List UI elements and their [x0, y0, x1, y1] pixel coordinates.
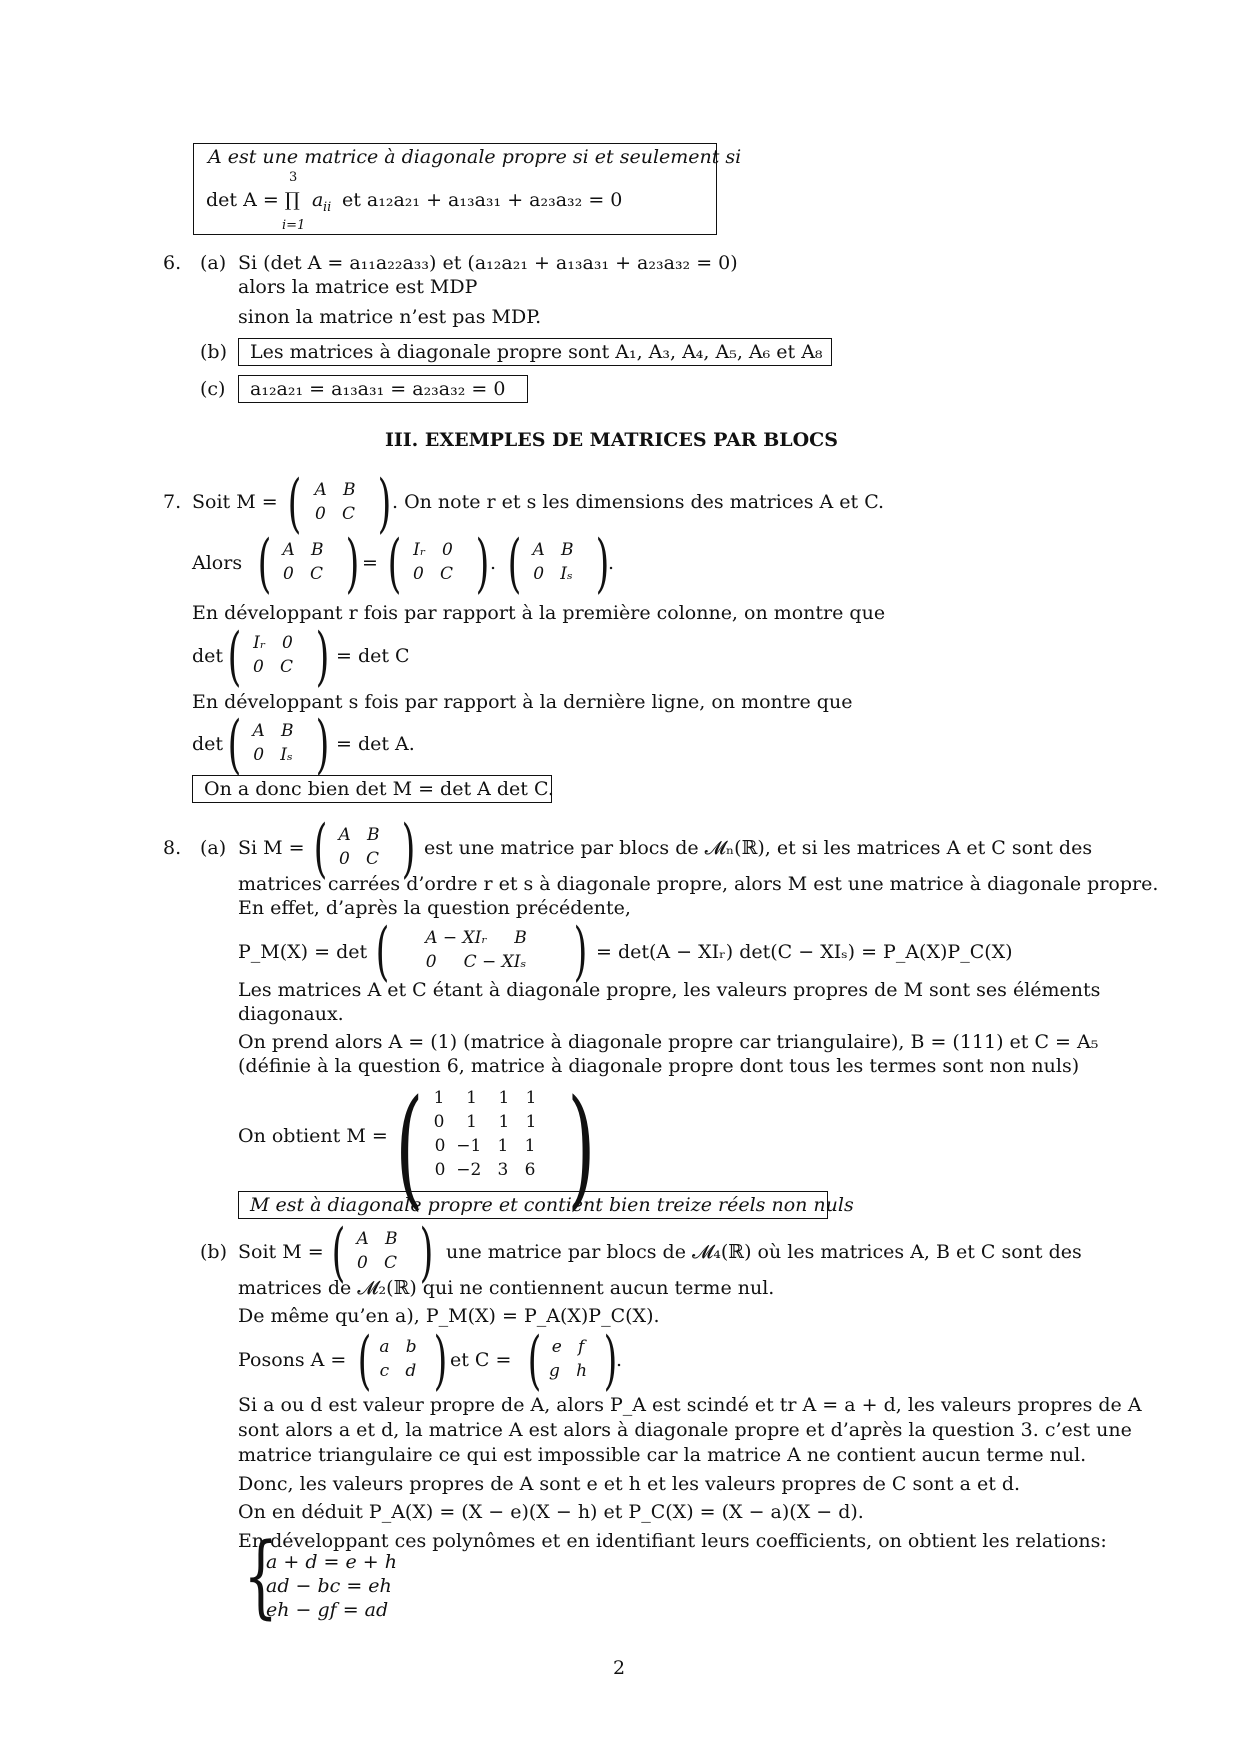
q7-alors-m1-row2: 0 C [282, 564, 324, 584]
paren-left: ( [357, 1324, 372, 1398]
q7-alors-m1-row1: A B [282, 540, 324, 560]
q8-pm: P_M(X) = det [238, 941, 368, 963]
paren-right: ) [595, 527, 610, 601]
q8-mC-row2: g h [548, 1361, 588, 1381]
q8-pm-rhs: = det(A − XIᵣ) det(C − XIₛ) = P_A(X)P_C(X) [596, 941, 1013, 963]
prod-top: 3 [289, 170, 298, 185]
q7-alors-m3-row2: 0 Iₛ [533, 564, 573, 584]
paren-right: ) [573, 915, 588, 989]
paren-left: ( [227, 708, 242, 782]
q8-b-line6: matrice triangulaire ce qui est impossible car la matrice A ne contient aucun terme nul. [238, 1444, 1087, 1466]
q7-det2-row1: A B [252, 721, 294, 741]
q7-det2-label: det [192, 733, 224, 755]
q8-matrix4-row3: 0 −1 1 1 [434, 1136, 536, 1156]
paren-left: ( [375, 915, 390, 989]
q8-b-line9: En développant ces polynômes et en identifiant leurs coefficients, on obtient les relations: [238, 1530, 1107, 1552]
q8-b-line3: De même qu’en a), P_M(X) = P_A(X)P_C(X). [238, 1305, 660, 1327]
dot-sign: . [490, 552, 497, 574]
q8-a-si: Si M = [238, 837, 305, 859]
sys-eq3: eh − gf = ad [266, 1599, 389, 1621]
q8-b-label: (b) [200, 1241, 227, 1263]
q8-etC: et C = [450, 1349, 512, 1371]
q8-mA-row1: a b [379, 1337, 417, 1357]
q6-b-label: (b) [200, 341, 227, 363]
period: . [608, 552, 615, 574]
q8-a-line5: diagonaux. [238, 1003, 344, 1025]
q8-b-line2: matrices de 𝓜₂(ℝ) qui ne contiennent aucun terme nul. [238, 1277, 775, 1299]
q8-b-line1: une matrice par blocs de 𝓜₄(ℝ) où les matrices A, B et C sont des [446, 1241, 1082, 1263]
q8-matrix4-row2: 0 1 1 1 [433, 1112, 537, 1132]
paren-right: ) [475, 527, 490, 601]
paren-right: ) [377, 467, 392, 541]
paren-left: ( [313, 812, 328, 886]
paren-right: ) [603, 1324, 618, 1398]
q8-pm-row1: A − XIᵣ B [425, 928, 527, 948]
q8-a-line6: On prend alors A = (1) (matrice à diagonale propre car triangulaire), B = (111) et C = A₅ [238, 1031, 1099, 1053]
q8-number: 8. [163, 837, 182, 859]
q6-a-label: (a) [200, 252, 227, 274]
paren-left: ( [227, 620, 242, 694]
page-number: 2 [613, 1657, 626, 1679]
box1-line2b: a [312, 189, 324, 211]
paren-left: ( [395, 1071, 424, 1223]
q8-a-line3: En effet, d’après la question précédente, [238, 897, 631, 919]
q8-b-line8: On en déduit P_A(X) = (X − e)(X − h) et P_C(X) = (X − a)(X − d). [238, 1501, 864, 1523]
q7-det1-row1: Iᵣ 0 [253, 633, 293, 653]
q7-alors-m2-row2: 0 C [412, 564, 454, 584]
q8-a-box-text: M est à diagonale propre et contient bien treize réels non nuls [250, 1194, 854, 1216]
period: . [616, 1349, 623, 1371]
q7-dev2: En développant s fois par rapport à la dernière ligne, on montre que [192, 691, 853, 713]
q7-det1-row2: 0 C [252, 657, 294, 677]
q7-m-row2: 0 C [314, 504, 356, 524]
q7-alors-m3-row1: A B [532, 540, 574, 560]
q8-a-line2: matrices carrées d’ordre r et s à diagonale propre, alors M est une matrice à diagonale propre. [238, 873, 1159, 895]
q6-a-line2: alors la matrice est MDP [238, 276, 478, 298]
q8-a-m-row2: 0 C [338, 849, 380, 869]
q7-det1-label: det [192, 645, 224, 667]
q8-b-line5: sont alors a et d, la matrice A est alors à diagonale propre et d’après la question 3. c’est une [238, 1419, 1132, 1441]
system-brace: { [243, 1524, 278, 1629]
paren-left: ( [287, 467, 302, 541]
paren-right: ) [567, 1071, 596, 1223]
q8-a-label: (a) [200, 837, 227, 859]
q6-a-line1: Si (det A = a₁₁a₂₂a₃₃) et (a₁₂a₂₁ + a₁₃a₃₁ + a₂₃a₃₂ = 0) [238, 252, 738, 274]
prod-bottom: i=1 [282, 218, 306, 233]
q8-a-line7: (définie à la question 6, matrice à diagonale propre dont tous les termes sont non nuls) [238, 1055, 1080, 1077]
q7-alors-m2-row1: Iᵣ 0 [413, 540, 453, 560]
paren-right: ) [433, 1324, 448, 1398]
paren-right: ) [315, 620, 330, 694]
section-title: III. EXEMPLES DE MATRICES PAR BLOCS [385, 429, 839, 451]
q8-b-m-row2: 0 C [356, 1253, 398, 1273]
q8-b-m-row1: A B [356, 1229, 398, 1249]
q7-eq-detA: = det A. [336, 733, 415, 755]
paren-left: ( [387, 527, 402, 601]
q8-b-line7: Donc, les valeurs propres de A sont e et h et les valeurs propres de C sont a et d. [238, 1473, 1021, 1495]
box1-line2d: et a₁₂a₂₁ + a₁₃a₃₁ + a₂₃a₃₂ = 0 [342, 189, 623, 211]
q8-mC-row1: e f [551, 1337, 585, 1357]
q6-c-text: a₁₂a₂₁ = a₁₃a₃₁ = a₂₃a₃₂ = 0 [250, 378, 506, 400]
q8-b-soit: Soit M = [238, 1241, 324, 1263]
q7-dev1: En développant r fois par rapport à la première colonne, on montre que [192, 602, 886, 624]
sys-eq1: a + d = e + h [266, 1551, 397, 1573]
q6-b-text: Les matrices à diagonale propre sont A₁, A₃, A₄, A₅, A₆ et A₈ [250, 341, 823, 363]
q8-on-obtient: On obtient M = [238, 1125, 388, 1147]
q8-a-line4: Les matrices A et C étant à diagonale propre, les valeurs propres de M sont ses éléments [238, 979, 1101, 1001]
q8-matrix4-row1: 1 1 1 1 [433, 1088, 537, 1108]
paren-right: ) [345, 527, 360, 601]
q6-number: 6. [163, 252, 182, 274]
q7-m-row1: A B [314, 480, 356, 500]
q7-intro-b: . On note r et s les dimensions des matrices A et C. [392, 491, 885, 513]
q8-posons: Posons A = [238, 1349, 347, 1371]
paren-right: ) [315, 708, 330, 782]
eq-sign: = [362, 552, 378, 574]
paren-right: ) [419, 1216, 434, 1290]
q7-det2-row2: 0 Iₛ [253, 745, 293, 765]
q7-number: 7. [163, 491, 182, 513]
paren-left: ( [331, 1216, 346, 1290]
paren-left: ( [527, 1324, 542, 1398]
q7-intro-a: Soit M = [192, 491, 278, 513]
q8-mA-row2: c d [379, 1361, 417, 1381]
box1-line2c: ii [323, 200, 332, 215]
paren-left: ( [507, 527, 522, 601]
q8-pm-row2: 0 C − XIₛ [425, 952, 527, 972]
paren-left: ( [257, 527, 272, 601]
paren-right: ) [401, 812, 416, 886]
q8-a-line1: est une matrice par blocs de 𝓜ₙ(ℝ), et si les matrices A et C sont des [424, 837, 1093, 859]
box1-line1: A est une matrice à diagonale propre si et seulement si [208, 146, 742, 168]
q6-a-line3: sinon la matrice n’est pas MDP. [238, 306, 542, 328]
sys-eq2: ad − bc = eh [266, 1575, 392, 1597]
q8-b-line4: Si a ou d est valeur propre de A, alors P_A est scindé et tr A = a + d, les valeurs propres de A [238, 1394, 1142, 1416]
q7-eq-detC: = det C [336, 645, 410, 667]
q7-alors: Alors [192, 552, 243, 574]
q6-c-label: (c) [200, 378, 226, 400]
q8-matrix4-row4: 0 −2 3 6 [434, 1160, 536, 1180]
box1-line2a: det A = ∏ [206, 189, 300, 211]
q7-conclusion: On a donc bien det M = det A det C. [204, 778, 554, 800]
q8-a-m-row1: A B [338, 825, 380, 845]
